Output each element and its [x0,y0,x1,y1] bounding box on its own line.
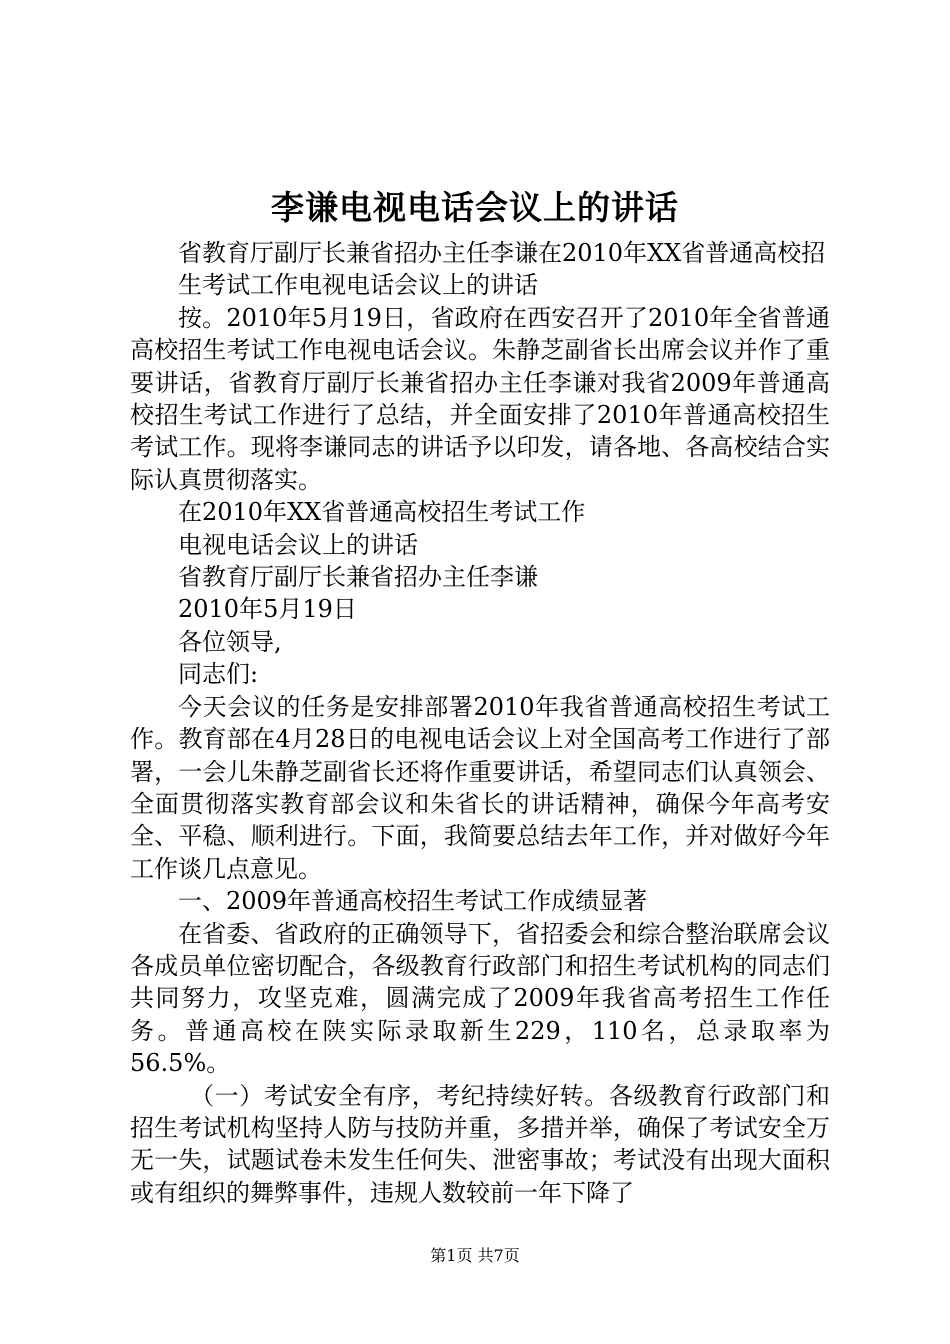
paragraph-salutation-1: 各位领导, [178,627,282,656]
paragraph-speaker: 省教育厅副厅长兼省招办主任李谦 [178,563,538,592]
paragraph-section-1-body: 在省委、省政府的正确领导下，省招委会和综合整治联席会议各成员单位密切配合，各级教育行政部门和招生考试机构的同志们共同努力，攻坚克难，圆满完成了2009年我省高考招生工作任务。普通高校在陕实际录取新生229，110名，总录取率为56.5%。 [130,919,830,1078]
paragraph-intro: 今天会议的任务是安排部署2010年我省普通高校招生考试工作。教育部在4月28日的电视电话会议上对全国高考工作进行了部署，一会儿朱静芝副省长还将作重要讲话，希望同志们认真领会、全面贯彻落实教育部会议和朱省长的讲话精神，确保今年高考安全、平稳、顺利进行。下面，我简要总结去年工作，并对做好今年工作谈几点意见。 [130,692,830,883]
paragraph-speech-title-1: 在2010年XX省普通高校招生考试工作 [178,498,586,527]
document-body [130,237,830,1209]
paragraph-subsection-1: （一）考试安全有序，考纪持续好转。各级教育行政部门和招生考试机构坚持人防与技防并重，多措并举，确保了考试安全万无一失，试题试卷未发生任何失、泄密事故；考试没有出现大面积或有组织的舞弊事件，违规人数较前一年下降了 [130,1081,830,1207]
paragraph-section-heading-1: 一、2009年普通高校招生考试工作成绩显著 [178,887,648,916]
paragraph-salutation-2: 同志们: [178,660,259,689]
paragraph-heading-line-1: 省教育厅副厅长兼省招办主任李谦在2010年XX省普通高校招 [178,239,826,267]
document-title: 李谦电视电话会议上的讲话 [271,188,679,227]
paragraph-heading-line-2: 生考试工作电视电话会议上的讲话 [178,271,538,300]
paragraph-editor-note: 按。2010年5月19日，省政府在西安召开了2010年全省普通高校招生考试工作电视电话会议。朱静芝副省长出席会议并作了重要讲话，省教育厅副厅长兼省招办主任李谦对我省2009年普通高校招生考试工作进行了总结，并全面安排了2010年普通高校招生考试工作。现将李谦同志的讲话予以印发，请各地、各高校结合实际认真贯彻落实。 [130,303,830,494]
page-footer: 第1页 共7页 [430,1246,520,1265]
paragraph-date: 2010年5月19日 [178,595,357,624]
paragraph-speech-title-2: 电视电话会议上的讲话 [178,530,418,559]
